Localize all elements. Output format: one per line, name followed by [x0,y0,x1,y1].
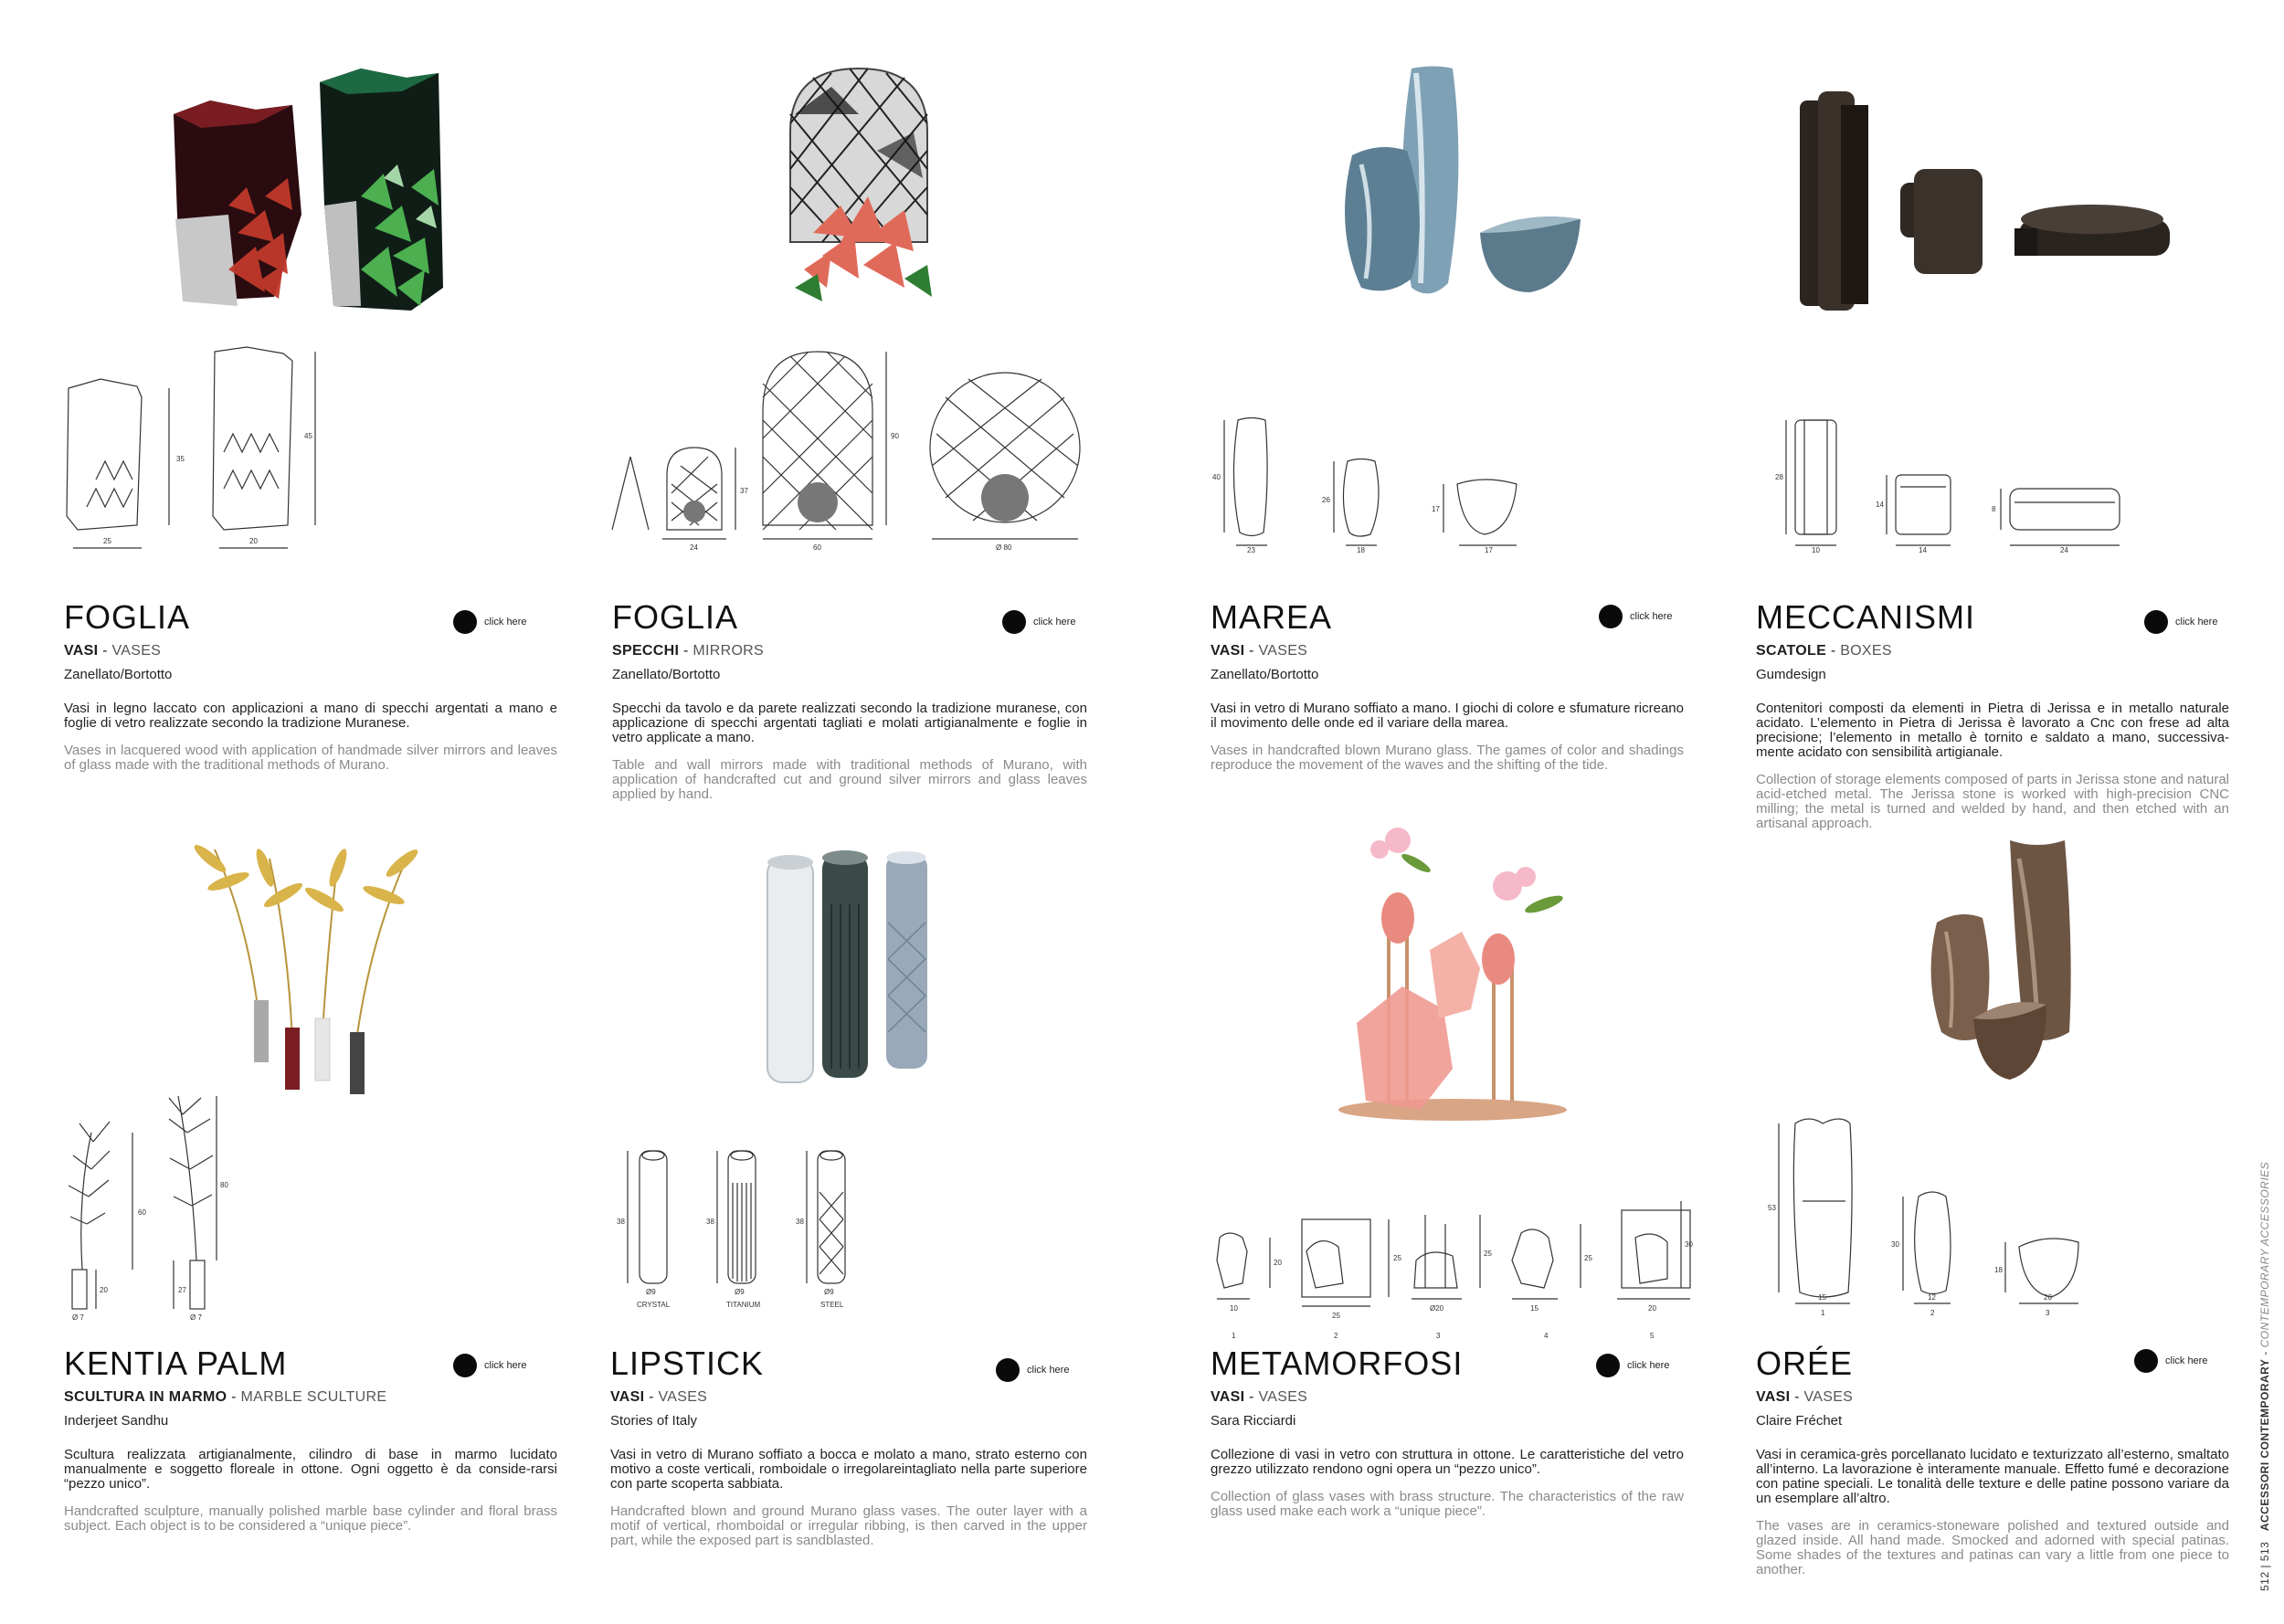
product-title: FOGLIA [612,598,739,636]
dim-label: 18 [1994,1266,2003,1274]
product-title: KENTIA PALM [64,1345,288,1382]
dim-label: 15 [1818,1293,1826,1302]
category-en: VASES [1258,643,1308,659]
dim-label: 25 [1484,1250,1492,1258]
category-it: VASI [1756,1389,1791,1405]
category-it: VASI [1211,643,1245,659]
click-here-label: click here [484,617,527,627]
click-here-button[interactable] [1599,605,1672,628]
product-category: VASI - VASES [64,643,162,659]
click-here-button[interactable] [453,1354,526,1377]
dim-label: 38 [796,1218,804,1226]
click-here-button[interactable] [1002,610,1075,634]
meccanismi-drawing [1768,416,2133,553]
kentia-palm-photo [178,822,425,1096]
description-english: The vases are in ceramics-stoneware polished and textured outside and glazed inside. All hand made. Smocked and adorned with special patinas. Some shades of the textures and patinas can vary a little from one piece to another. [1756,1518,2229,1577]
dim-label: 17 [1485,546,1493,553]
dim-label: CRYSTAL [637,1301,671,1309]
dim-label: 20 [1274,1259,1282,1267]
description-italian: Contenitori composti da elementi in Pietra di Jerissa e in metallo naturale acidato. L’elemento in Pietra di Jerissa è lavorato a Cnc con frese ad alta precisione; l’elemento in metallo è tornito e saldato a mano, successiva-mente acidato con sensibilità artigianale. [1756,701,2229,760]
dim-label: Ø9 [735,1288,745,1296]
dim-label: 1 [1232,1332,1236,1340]
page-side-label: 512 | 513 ACCESSORI CONTEMPORARY - CONTEMPORARY ACCESSORIES [2258,1161,2271,1591]
dot-icon [453,1354,477,1377]
dim-label: 30 [1685,1240,1693,1249]
lipstick-vases-photo [758,849,941,1087]
click-here-button[interactable] [2144,610,2217,634]
product-oree [1756,1347,2229,1577]
dim-label: Ø9 [646,1288,656,1296]
dim-label: Ø20 [1430,1304,1444,1313]
category-it: VASI [64,643,99,659]
dim-label: 38 [617,1218,625,1226]
category-it: SPECCHI [612,643,680,659]
click-here-label: click here [1627,1360,1670,1371]
dim-label: 18 [1357,546,1365,553]
dim-label: 2 [1930,1309,1935,1317]
dim-label: 60 [138,1208,146,1217]
description-italian: Vasi in vetro di Murano soffiato a bocca e molato a mano, strato esterno con motivo a coste verticali, romboidale o irregolareintagliato nella parte superiore con parte scoperta sabbiata. [610,1447,1087,1492]
product-category: VASI - VASES [1756,1389,1854,1405]
category-en: VASES [1258,1389,1308,1405]
dim-label: 80 [220,1181,228,1189]
dim-label: 1 [1821,1309,1825,1317]
click-here-label: click here [2175,617,2218,627]
product-designer: Inderjeet Sandhu [64,1413,169,1429]
dim-label: 5 [1650,1332,1655,1340]
dot-icon [1002,610,1026,634]
dim-label: 37 [740,487,748,495]
description-english: Table and wall mirrors made with traditional methods of Murano, with application of handcrafted cut and ground silver mirrors and glass leaves applied by hand. [612,757,1087,802]
description-italian: Vasi in ceramica-grès porcellanato lucidato e texturizzato all’esterno, smaltato all’interno. La lavorazione è interamente manuale. Effetto fumé e decorazione con patine speciali. Le tonalità delle texture e delle patine possono variare da un esemplare all’altro. [1756,1447,2229,1506]
product-designer: Stories of Italy [610,1413,698,1429]
dim-label: 30 [1891,1240,1899,1249]
dim-label: 14 [1876,501,1884,509]
section-english: CONTEMPORARY ACCESSORIES [2258,1161,2271,1348]
product-meccanismi [1756,598,2229,831]
description-italian: Vasi in legno laccato con applicazioni a mano di specchi argentati a mano e foglie di vetro realizzate secondo la tradizione Muranese. [64,701,557,731]
click-here-button[interactable] [1596,1354,1669,1377]
dim-label: 45 [304,432,312,440]
product-category: SPECCHI - MIRRORS [612,643,765,659]
click-here-label: click here [1027,1365,1070,1376]
dim-label: 3 [1436,1332,1441,1340]
description-english: Vases in lacquered wood with application of handmade silver mirrors and leaves of glass made with the traditional methods of Murano. [64,743,557,773]
description-english: Handcrafted sculpture, manually polished marble base cylinder and floral brass subject. Each object is to be considered a “unique piece”. [64,1503,557,1534]
click-here-button[interactable] [996,1358,1069,1382]
category-en: VASES [1803,1389,1854,1405]
product-category: VASI - VASES [610,1389,708,1405]
click-here-button[interactable] [2134,1349,2207,1373]
marea-drawing [1201,416,1549,553]
dim-label: 20 [249,537,258,545]
click-here-label: click here [2165,1355,2208,1366]
dim-label: Ø 7 [72,1313,84,1320]
dim-label: 8 [1992,505,1996,513]
dim-label: STEEL [820,1301,844,1309]
dim-label: 25 [1584,1254,1592,1262]
kentia-palm-drawing [59,1087,242,1320]
dim-label: Ø 7 [190,1313,202,1320]
foglia-mirror-photo [777,59,950,324]
dim-label: 24 [690,543,698,552]
product-designer: Sara Ricciardi [1211,1413,1296,1429]
dim-label: 25 [1332,1312,1340,1320]
description-english: Handcrafted blown and ground Murano glass vases. The outer layer with a motif of vertical, rhomboidal or irregular ribbing, is then carved in the upper part, while the exposed part is sandblasted. [610,1503,1087,1548]
click-here-label: click here [1033,617,1076,627]
dim-label: 15 [1530,1304,1539,1313]
product-title: MAREA [1211,598,1333,636]
section-italian: ACCESSORI CONTEMPORARY [2258,1358,2271,1532]
dim-label: 20 [2044,1293,2052,1302]
foglia-mirror-drawing [608,347,1092,553]
dot-icon [1596,1354,1620,1377]
product-category: VASI - VASES [1211,1389,1308,1405]
dim-label: 53 [1768,1204,1776,1212]
dim-label: 35 [176,455,185,463]
product-designer: Gumdesign [1756,667,1826,682]
product-category: VASI - VASES [1211,643,1308,659]
oree-vases-photo [1909,840,2129,1087]
category-it: VASI [610,1389,645,1405]
dim-label: 25 [1393,1254,1401,1262]
product-designer: Zanellato/Bortotto [64,667,173,682]
description-english: Vases in handcrafted blown Murano glass. The games of color and shadings reproduce the movement of the waves and the shifting of the tide. [1211,743,1684,773]
product-title: LIPSTICK [610,1345,765,1382]
product-title: FOGLIA [64,598,191,636]
product-designer: Zanellato/Bortotto [612,667,721,682]
dim-label: 27 [178,1286,186,1294]
dim-label: Ø9 [824,1288,834,1296]
dim-label: TITANIUM [726,1301,761,1309]
description-italian: Scultura realizzata artigianalmente, cilindro di base in marmo lucidato manualmente e soggetto floreale in ottone. Ogni oggetto è da conside-rarsi “pezzo unico”. [64,1447,557,1492]
dim-label: 38 [706,1218,714,1226]
dim-label: 20 [100,1286,108,1294]
meccanismi-boxes-photo [1791,91,2193,320]
dot-icon [1599,605,1623,628]
category-en: MIRRORS [693,643,765,659]
product-designer: Zanellato/Bortotto [1211,667,1319,682]
dim-label: 60 [813,543,821,552]
dim-label: 28 [1775,473,1783,481]
category-it: SCATOLE [1756,643,1827,659]
dim-label: 26 [1322,496,1330,504]
description-english: Collection of storage elements composed of parts in Jerissa stone and natural acid-etched metal. The Jerissa stone is worked with high-precision CNC milling; the metal is turned and welded by hand, and then etched with an artisanal approach. [1756,772,2229,831]
description-italian: Specchi da tavolo e da parete realizzati secondo la tradizione muranese, con applicazione di specchi argentati tagliati e molati artigianalmente e foglie in vetro applicate a mano. [612,701,1087,745]
product-title: MECCANISMI [1756,598,1976,636]
product-category: SCATOLE - BOXES [1756,643,1892,659]
product-title: ORÉE [1756,1345,1854,1382]
category-en: MARBLE SCULTURE [240,1389,387,1405]
dim-label: 3 [2046,1309,2050,1317]
dim-label: 23 [1247,546,1255,553]
metamorfosi-drawing [1206,1197,1699,1343]
click-here-label: click here [484,1360,527,1371]
dim-label: 14 [1919,546,1927,553]
category-it: VASI [1211,1389,1245,1405]
dim-label: 12 [1928,1293,1936,1302]
click-here-button[interactable] [453,610,526,634]
lipstick-drawing [608,1146,882,1315]
dim-label: 10 [1230,1304,1238,1313]
dot-icon [453,610,477,634]
page-numbers: 512 | 513 [2258,1541,2271,1591]
description-italian: Collezione di vasi in vetro con struttura in ottone. Le caratteristiche del vetro grezzo utilizzato rendono ogni opera un “pezzo unico”. [1211,1447,1684,1477]
category-en: BOXES [1840,643,1892,659]
category-en: VASES [111,643,162,659]
category-en: VASES [658,1389,708,1405]
foglia-vases-photo [164,59,457,315]
dim-label: 4 [1544,1332,1549,1340]
product-title: METAMORFOSI [1211,1345,1464,1382]
dim-label: 25 [103,537,111,545]
dim-label: 10 [1812,546,1820,553]
dim-label: 24 [2060,546,2068,553]
category-it: SCULTURA IN MARMO [64,1389,227,1405]
dim-label: 20 [1648,1304,1656,1313]
click-here-label: click here [1630,611,1673,622]
foglia-vases-drawing [59,343,324,553]
dot-icon [996,1358,1020,1382]
metamorfosi-photo [1334,813,1590,1123]
dot-icon [2134,1349,2158,1373]
marea-vases-photo [1325,64,1599,320]
dim-label: 90 [891,432,899,440]
dim-label: 2 [1334,1332,1338,1340]
product-designer: Claire Fréchet [1756,1413,1843,1429]
dim-label: 17 [1432,505,1440,513]
oree-drawing [1759,1110,2106,1329]
description-italian: Vasi in vetro di Murano soffiato a mano. I giochi di colore e sfumature ricreano il movimento delle onde ed il variare della marea. [1211,701,1684,731]
product-category: SCULTURA IN MARMO - MARBLE SCULTURE [64,1389,387,1405]
dim-label: 40 [1212,473,1221,481]
dot-icon [2144,610,2168,634]
description-english: Collection of glass vases with brass structure. The characteristics of the raw glass used make each work a “unique piece”. [1211,1489,1684,1519]
dim-label: Ø 80 [996,543,1012,552]
